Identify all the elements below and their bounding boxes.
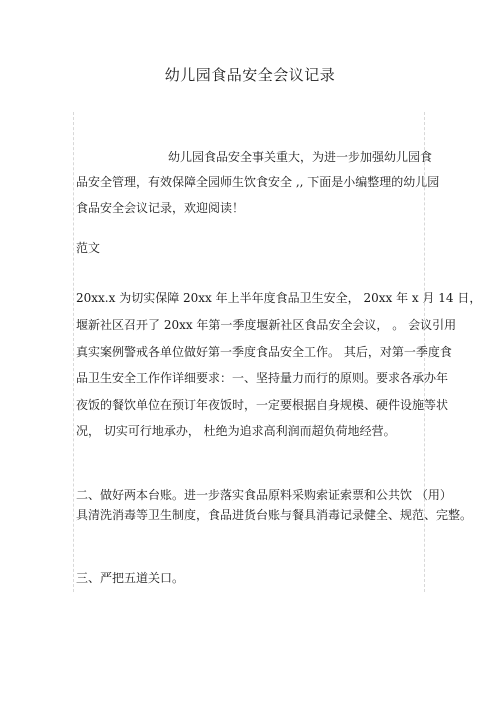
item-2-line-1: 二、做好两本台账。进一步落实食品原料采购索证索票和公共饮 （用） (76, 488, 452, 502)
body-line-4: 品卫生安全工作作详细要求：一、坚持量力而行的原则。要求各承办年 (76, 371, 449, 385)
document-title: 幼儿园食品安全会议记录 (164, 66, 336, 84)
body-line-2: 堰新社区召开了 20xx 年第一季度堰新社区食品安全会议， 。 会议引用 (76, 318, 457, 332)
body-line-5: 夜饭的餐饮单位在预订年夜饭时，一定要根据自身规模、硬件设施等状 (76, 398, 449, 412)
section-label: 范文 (76, 241, 101, 255)
intro-line-3: 食品安全会议记录，欢迎阅读！ (76, 201, 245, 215)
item-2-line-2: 具清洗消毒等卫生制度，食品进货台账与餐具消毒记录健全、规范、完整。 (76, 508, 473, 522)
item-3-line: 三、严把五道关口。 (76, 571, 185, 585)
intro-line-2: 品安全管理，有效保障全园师生饮食安全 ,, 下面是小编整理的幼儿园 (76, 175, 440, 189)
body-line-3: 真实案例警戒各单位做好第一季度食品安全工作。 其后，对第一季度食 (76, 345, 452, 359)
body-line-1: 20xx.x 为切实保障 20xx 年上半年度食品卫生安全， 20xx 年 x 月 14 日， (76, 291, 482, 305)
body-line-6: 况， 切实可行地承办， 杜绝为追求高利润而超负荷地经营。 (76, 424, 396, 438)
left-margin-guide (73, 112, 74, 592)
intro-line-1: 幼儿园食品安全事关重大，为进一步加强幼儿园食 (168, 150, 433, 164)
